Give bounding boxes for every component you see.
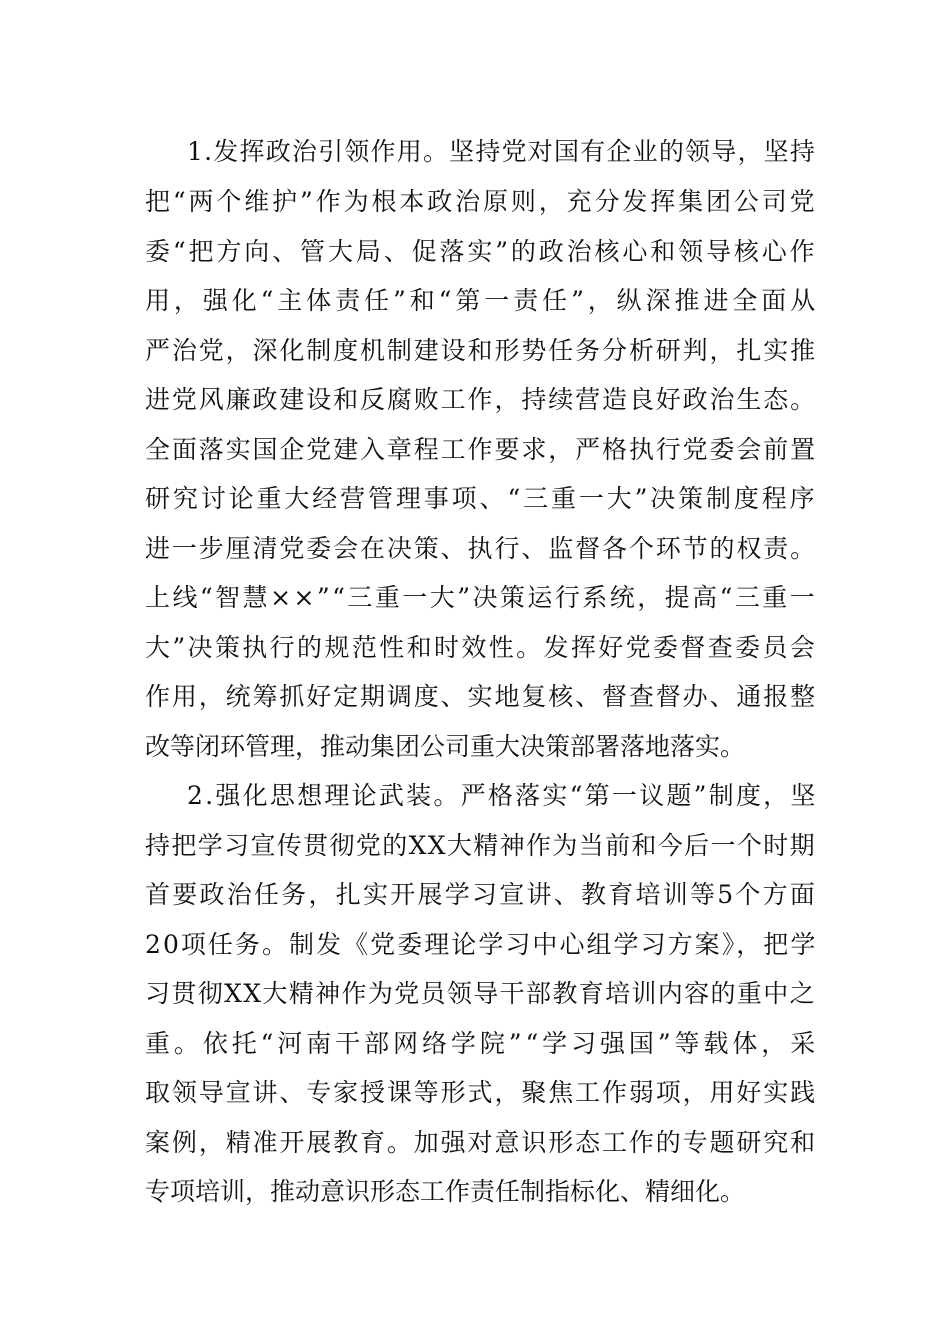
paragraph-2-line-1: 2.强化思想理论武装。严格落实“第一议题”制度，坚 — [187, 781, 818, 810]
paragraph-1-line-2: 把“两个维护”作为根本政治原则，充分发挥集团公司党 — [145, 187, 818, 216]
paragraph-1-line-3: 委“把方向、管大局、促落实”的政治核心和领导核心作 — [145, 237, 818, 266]
paragraph-1-line-10: 上线“智慧××”“三重一大”决策运行系统，提高“三重一 — [145, 583, 818, 612]
paragraph-1-line-5: 严治党，深化制度机制建设和形势任务分析研判，扎实推 — [145, 336, 818, 365]
paragraph-2-line-6: 重。依托“河南干部网络学院”“学习强国”等载体，采 — [145, 1029, 820, 1058]
paragraph-2-line-5: 习贯彻XX大精神作为党员领导干部教育培训内容的重中之 — [145, 979, 816, 1008]
paragraph-2-line-7: 取领导宣讲、专家授课等形式，聚焦工作弱项，用好实践 — [145, 1078, 818, 1107]
paragraph-1-line-6: 进党风廉政建设和反腐败工作，持续营造良好政治生态。 — [145, 385, 818, 414]
paragraph-1-line-12: 作用，统筹抓好定期调度、实地复核、督查督办、通报整 — [145, 682, 818, 711]
paragraph-1-line-8: 研究讨论重大经营管理事项、“三重一大”决策制度程序 — [145, 484, 818, 513]
paragraph-2-line-8: 案例，精准开展教育。加强对意识形态工作的专题研究和 — [145, 1128, 818, 1157]
paragraph-1-line-13: 改等闭环管理，推动集团公司重大决策部署落地落实。 — [145, 732, 746, 761]
paragraph-1-line-9: 进一步厘清党委会在决策、执行、监督各个环节的权责。 — [145, 534, 818, 563]
paragraph-2-line-4: 20项任务。制发《党委理论学习中心组学习方案》，把学 — [145, 930, 818, 959]
paragraph-1-line-11: 大”决策执行的规范性和时效性。发挥好党委督查委员会 — [145, 633, 818, 662]
paragraph-1-line-1: 1.发挥政治引领作用。坚持党对国有企业的领导，坚持 — [187, 137, 817, 166]
paragraph-1-line-4: 用，强化“主体责任”和“第一责任”，纵深推进全面从 — [145, 286, 820, 315]
paragraph-1-line-7: 全面落实国企党建入章程工作要求，严格执行党委会前置 — [145, 435, 818, 464]
paragraph-2-line-2: 持把学习宣传贯彻党的XX大精神作为当前和今后一个时期 — [145, 831, 816, 860]
paragraph-2-line-3: 首要政治任务，扎实开展学习宣讲、教育培训等5个方面 — [145, 880, 818, 909]
paragraph-2-line-9: 专项培训，推动意识形态工作责任制指标化、精细化。 — [145, 1177, 746, 1206]
